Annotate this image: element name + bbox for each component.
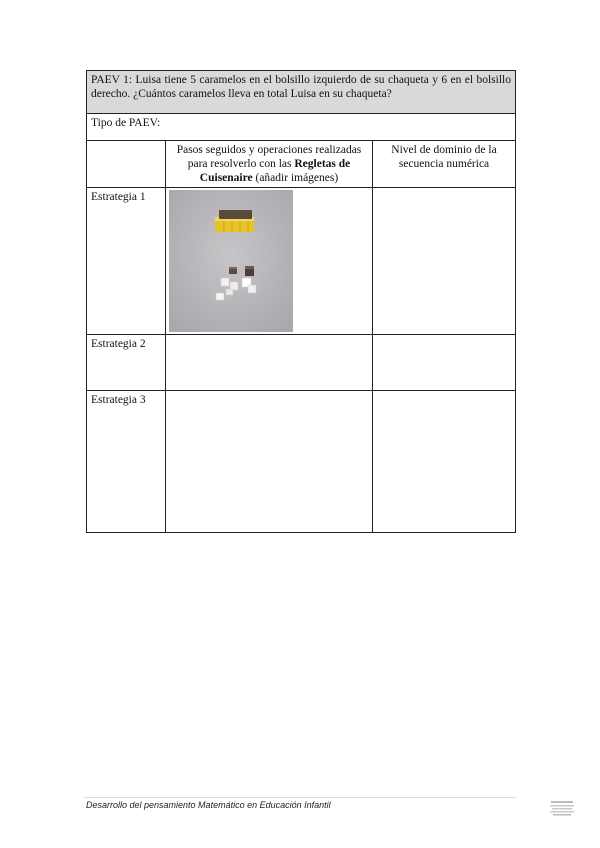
header-blank-cell <box>87 141 166 188</box>
header-row <box>87 141 516 188</box>
yellow-rod <box>215 210 254 232</box>
university-logo-icon <box>549 800 575 816</box>
strategy-row-2 <box>87 335 516 391</box>
header-steps-bold: Regletas de Cuisenaire <box>199 158 351 184</box>
paev-worksheet-table <box>86 70 516 533</box>
strategy-2-steps-cell <box>166 335 373 391</box>
strategy-label-1: Estrategia 1 <box>87 188 166 335</box>
strategy-2-level-cell <box>373 335 516 391</box>
problem-statement: PAEV 1: Luisa tiene 5 caramelos en el bolsillo izquierdo de su chaqueta y 6 en el bolsillo derecho. ¿Cuántos caramelos lleva en total Luisa en su chaqueta? <box>87 71 516 114</box>
footer-divider <box>84 797 516 798</box>
strategy-row-3 <box>87 391 516 533</box>
header-level: Nivel de dominio de la secuencia numérica <box>373 141 516 188</box>
tipo-row <box>87 114 516 141</box>
strategy-3-steps-cell <box>166 391 373 533</box>
strategy-3-level-cell <box>373 391 516 533</box>
problem-row <box>87 71 516 114</box>
header-steps-suffix: (añadir imágenes) <box>252 172 339 184</box>
strategy-1-steps-cell <box>166 188 373 335</box>
strategy-label-3: Estrategia 3 <box>87 391 166 533</box>
header-steps-prefix: Pasos seguidos y operaciones realizadas para resolverlo con las <box>176 144 362 170</box>
strategy-label-2: Estrategia 2 <box>87 335 166 391</box>
footer-text: Desarrollo del pensamiento Matemático en Educación Infantil <box>86 800 331 810</box>
header-steps <box>166 141 373 188</box>
strategy-1-level-cell <box>373 188 516 335</box>
cuisenaire-rods-photo <box>169 190 293 332</box>
tipo-paev-label: Tipo de PAEV: <box>87 114 516 141</box>
strategy-row-1 <box>87 188 516 335</box>
